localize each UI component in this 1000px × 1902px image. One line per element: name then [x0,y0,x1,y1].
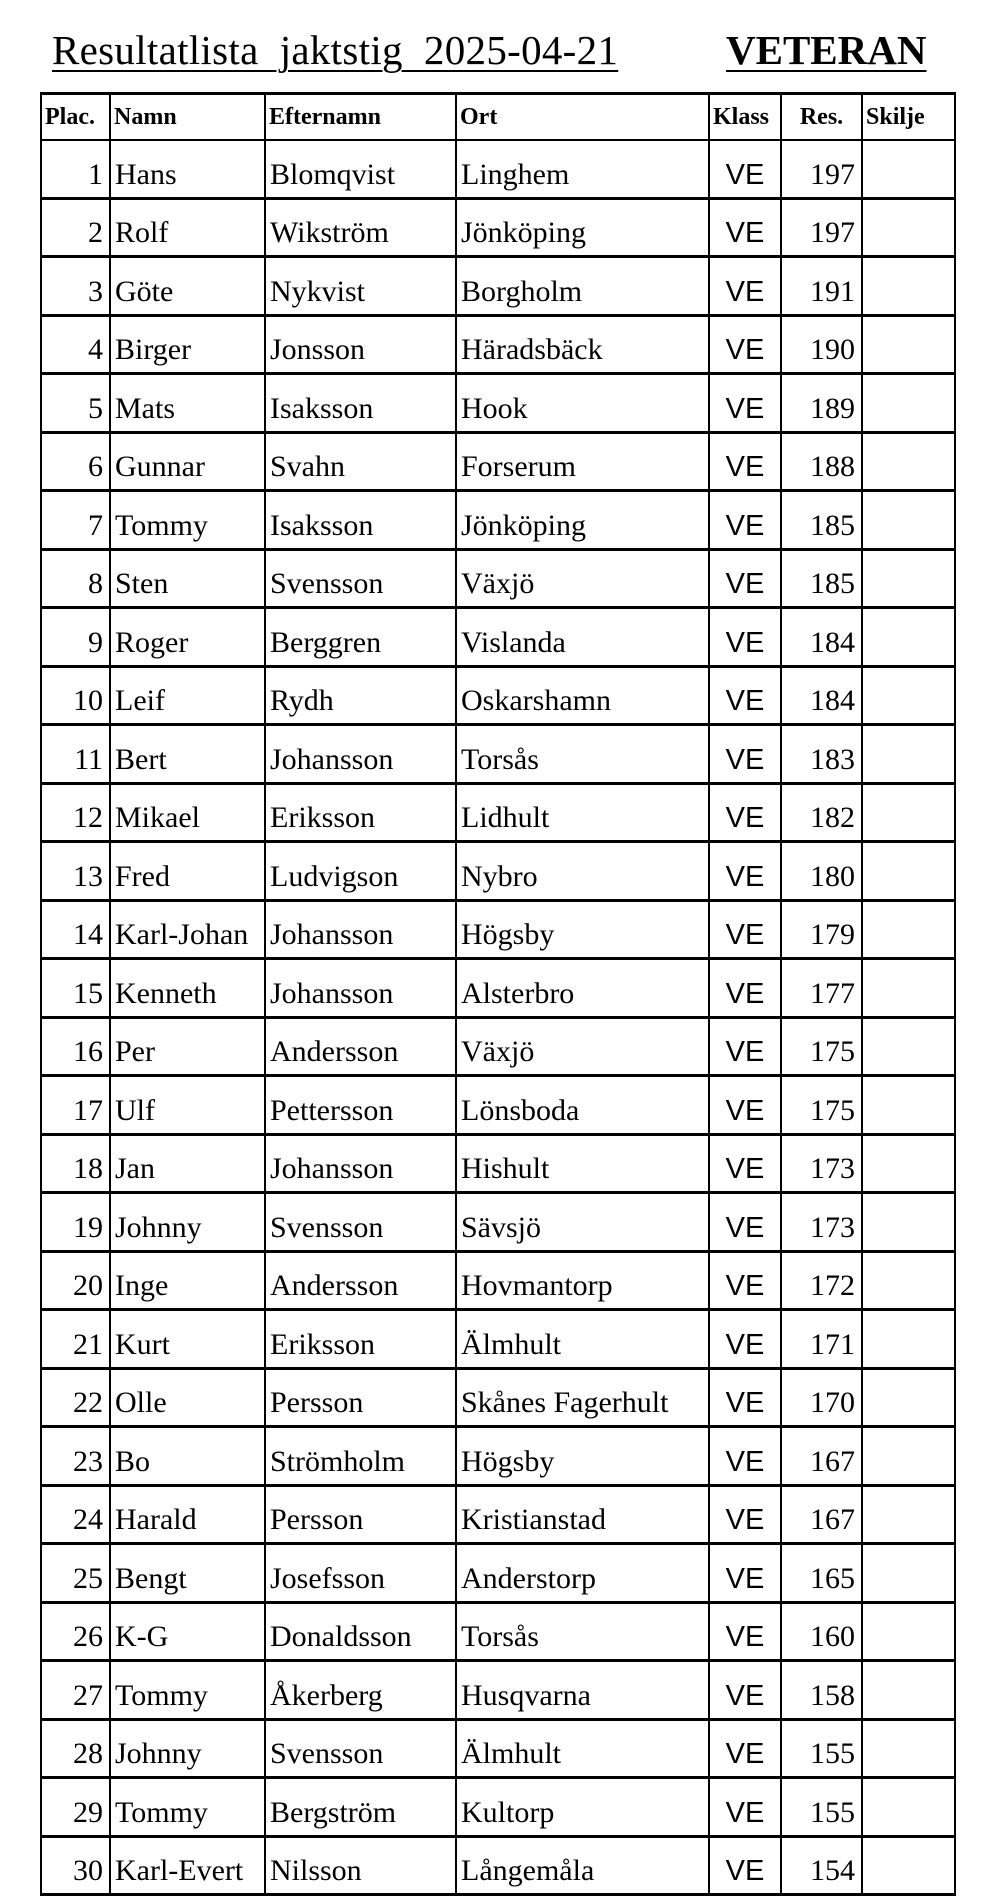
column-header-res: Res. [781,94,862,141]
cell-klass: VE [709,666,781,725]
cell-res: 165 [781,1544,862,1603]
cell-klass: VE [709,1017,781,1076]
cell-efternamn: Svensson [265,1719,456,1778]
cell-ort: Lönsboda [456,1076,709,1135]
cell-skilje [862,783,955,842]
cell-klass: VE [709,1836,781,1895]
cell-namn: Johnny [110,1719,265,1778]
cell-klass: VE [709,1310,781,1369]
cell-ort: Oskarshamn [456,666,709,725]
cell-namn: Göte [110,257,265,316]
cell-namn: Fred [110,842,265,901]
cell-res: 179 [781,900,862,959]
cell-res: 182 [781,783,862,842]
cell-namn: Ulf [110,1076,265,1135]
cell-namn: Mats [110,374,265,433]
column-header-skilje: Skilje [862,94,955,141]
cell-namn: Sten [110,549,265,608]
cell-namn: Leif [110,666,265,725]
cell-klass: VE [709,725,781,784]
cell-namn: Bo [110,1427,265,1486]
cell-plac: 22 [41,1368,110,1427]
cell-namn: Tommy [110,1661,265,1720]
table-row [41,549,955,608]
class-title: VETERAN [726,27,927,73]
cell-ort: Husqvarna [456,1661,709,1720]
cell-klass: VE [709,1368,781,1427]
cell-namn: Olle [110,1368,265,1427]
table-row [41,1251,955,1310]
cell-namn: Bert [110,725,265,784]
cell-ort: Anderstorp [456,1544,709,1603]
cell-efternamn: Johansson [265,900,456,959]
cell-ort: Sävsjö [456,1193,709,1252]
table-row [41,1310,955,1369]
cell-ort: Jönköping [456,491,709,550]
cell-namn: K-G [110,1602,265,1661]
column-header-namn: Namn [110,94,265,141]
table-row [41,1017,955,1076]
cell-efternamn: Jonsson [265,315,456,374]
cell-res: 185 [781,549,862,608]
cell-plac: 17 [41,1076,110,1135]
cell-klass: VE [709,432,781,491]
results-table [40,92,956,1896]
cell-res: 155 [781,1719,862,1778]
table-row [41,1485,955,1544]
cell-klass: VE [709,959,781,1018]
cell-ort: Vislanda [456,608,709,667]
cell-ort: Torsås [456,1602,709,1661]
cell-res: 183 [781,725,862,784]
cell-skilje [862,1193,955,1252]
cell-ort: Högsby [456,900,709,959]
cell-res: 197 [781,198,862,257]
cell-skilje [862,374,955,433]
cell-plac: 11 [41,725,110,784]
cell-skilje [862,1076,955,1135]
cell-namn: Harald [110,1485,265,1544]
cell-res: 160 [781,1602,862,1661]
cell-namn: Karl-Johan [110,900,265,959]
cell-plac: 24 [41,1485,110,1544]
column-header-klass: Klass [709,94,781,141]
cell-res: 180 [781,842,862,901]
table-row [41,257,955,316]
cell-res: 155 [781,1778,862,1837]
cell-klass: VE [709,491,781,550]
results-table-header [41,94,955,141]
cell-klass: VE [709,842,781,901]
cell-ort: Långemåla [456,1836,709,1895]
cell-namn: Tommy [110,491,265,550]
cell-efternamn: Svensson [265,549,456,608]
cell-ort: Hook [456,374,709,433]
cell-res: 154 [781,1836,862,1895]
cell-res: 170 [781,1368,862,1427]
cell-plac: 26 [41,1602,110,1661]
cell-klass: VE [709,1251,781,1310]
table-row [41,1719,955,1778]
cell-klass: VE [709,900,781,959]
cell-ort: Kultorp [456,1778,709,1837]
cell-skilje [862,725,955,784]
cell-klass: VE [709,1544,781,1603]
results-table-body [41,140,955,1895]
cell-ort: Jönköping [456,198,709,257]
cell-ort: Alsterbro [456,959,709,1018]
cell-ort: Skånes Fagerhult [456,1368,709,1427]
cell-skilje [862,1017,955,1076]
cell-namn: Birger [110,315,265,374]
cell-plac: 12 [41,783,110,842]
cell-res: 171 [781,1310,862,1369]
cell-namn: Mikael [110,783,265,842]
cell-plac: 16 [41,1017,110,1076]
cell-namn: Per [110,1017,265,1076]
cell-skilje [862,1310,955,1369]
cell-klass: VE [709,1134,781,1193]
cell-plac: 6 [41,432,110,491]
cell-klass: VE [709,374,781,433]
cell-klass: VE [709,1076,781,1135]
cell-plac: 9 [41,608,110,667]
cell-plac: 29 [41,1778,110,1837]
cell-klass: VE [709,1485,781,1544]
cell-res: 158 [781,1661,862,1720]
cell-efternamn: Nykvist [265,257,456,316]
cell-namn: Bengt [110,1544,265,1603]
cell-skilje [862,140,955,198]
cell-skilje [862,491,955,550]
cell-efternamn: Pettersson [265,1076,456,1135]
cell-ort: Linghem [456,140,709,198]
cell-efternamn: Persson [265,1368,456,1427]
cell-res: 173 [781,1193,862,1252]
table-row [41,140,955,198]
table-row [41,1836,955,1895]
cell-res: 188 [781,432,862,491]
cell-skilje [862,1427,955,1486]
cell-efternamn: Andersson [265,1251,456,1310]
cell-efternamn: Johansson [265,725,456,784]
page-title: Resultatlista jaktstig 2025-04-21 [52,27,619,73]
cell-namn: Kenneth [110,959,265,1018]
cell-efternamn: Strömholm [265,1427,456,1486]
cell-plac: 10 [41,666,110,725]
cell-namn: Roger [110,608,265,667]
cell-plac: 25 [41,1544,110,1603]
cell-res: 172 [781,1251,862,1310]
cell-skilje [862,1836,955,1895]
table-row [41,608,955,667]
cell-namn: Jan [110,1134,265,1193]
table-row [41,432,955,491]
table-row [41,374,955,433]
table-row [41,1544,955,1603]
table-row [41,900,955,959]
cell-klass: VE [709,1602,781,1661]
column-header-plac: Plac. [41,94,110,141]
cell-plac: 8 [41,549,110,608]
cell-klass: VE [709,549,781,608]
cell-efternamn: Blomqvist [265,140,456,198]
cell-efternamn: Åkerberg [265,1661,456,1720]
cell-plac: 14 [41,900,110,959]
table-row [41,959,955,1018]
table-row [41,1661,955,1720]
cell-plac: 27 [41,1661,110,1720]
cell-skilje [862,1485,955,1544]
cell-klass: VE [709,315,781,374]
cell-skilje [862,549,955,608]
cell-plac: 30 [41,1836,110,1895]
cell-klass: VE [709,140,781,198]
cell-plac: 21 [41,1310,110,1369]
cell-ort: Växjö [456,1017,709,1076]
cell-res: 167 [781,1427,862,1486]
cell-namn: Johnny [110,1193,265,1252]
table-row [41,1193,955,1252]
cell-efternamn: Isaksson [265,374,456,433]
cell-skilje [862,900,955,959]
table-row [41,315,955,374]
cell-ort: Hovmantorp [456,1251,709,1310]
cell-klass: VE [709,608,781,667]
cell-res: 184 [781,608,862,667]
cell-klass: VE [709,1661,781,1720]
cell-efternamn: Nilsson [265,1836,456,1895]
cell-skilje [862,1544,955,1603]
table-row [41,725,955,784]
table-row [41,842,955,901]
cell-skilje [862,1368,955,1427]
cell-ort: Nybro [456,842,709,901]
cell-plac: 2 [41,198,110,257]
cell-klass: VE [709,257,781,316]
table-row [41,198,955,257]
cell-plac: 20 [41,1251,110,1310]
cell-plac: 3 [41,257,110,316]
cell-klass: VE [709,1778,781,1837]
cell-namn: Inge [110,1251,265,1310]
cell-efternamn: Persson [265,1485,456,1544]
cell-efternamn: Eriksson [265,1310,456,1369]
cell-skilje [862,959,955,1018]
cell-plac: 19 [41,1193,110,1252]
cell-skilje [862,666,955,725]
cell-efternamn: Bergström [265,1778,456,1837]
cell-plac: 4 [41,315,110,374]
cell-efternamn: Johansson [265,1134,456,1193]
cell-res: 184 [781,666,862,725]
table-row [41,1368,955,1427]
cell-res: 167 [781,1485,862,1544]
cell-efternamn: Donaldsson [265,1602,456,1661]
cell-klass: VE [709,1427,781,1486]
column-header-ort: Ort [456,94,709,141]
cell-plac: 15 [41,959,110,1018]
cell-ort: Växjö [456,549,709,608]
cell-ort: Forserum [456,432,709,491]
header-row [41,94,955,141]
cell-res: 191 [781,257,862,316]
cell-res: 175 [781,1076,862,1135]
cell-plac: 13 [41,842,110,901]
cell-skilje [862,608,955,667]
cell-ort: Borgholm [456,257,709,316]
table-row [41,666,955,725]
cell-efternamn: Svahn [265,432,456,491]
cell-plac: 23 [41,1427,110,1486]
cell-res: 189 [781,374,862,433]
cell-skilje [862,198,955,257]
cell-plac: 7 [41,491,110,550]
table-row [41,783,955,842]
cell-ort: Häradsbäck [456,315,709,374]
cell-skilje [862,1602,955,1661]
cell-efternamn: Eriksson [265,783,456,842]
cell-res: 175 [781,1017,862,1076]
cell-klass: VE [709,783,781,842]
cell-res: 185 [781,491,862,550]
table-row [41,1134,955,1193]
cell-skilje [862,315,955,374]
cell-ort: Kristianstad [456,1485,709,1544]
table-row [41,1427,955,1486]
table-row [41,491,955,550]
cell-ort: Torsås [456,725,709,784]
cell-klass: VE [709,1193,781,1252]
page-header [52,26,952,82]
cell-namn: Rolf [110,198,265,257]
table-row [41,1076,955,1135]
table-row [41,1602,955,1661]
cell-namn: Kurt [110,1310,265,1369]
cell-skilje [862,842,955,901]
cell-res: 177 [781,959,862,1018]
cell-plac: 18 [41,1134,110,1193]
cell-skilje [862,1134,955,1193]
cell-ort: Högsby [456,1427,709,1486]
cell-plac: 5 [41,374,110,433]
cell-klass: VE [709,198,781,257]
cell-ort: Lidhult [456,783,709,842]
cell-skilje [862,1661,955,1720]
cell-efternamn: Josefsson [265,1544,456,1603]
cell-namn: Karl-Evert [110,1836,265,1895]
cell-efternamn: Ludvigson [265,842,456,901]
cell-res: 173 [781,1134,862,1193]
cell-efternamn: Rydh [265,666,456,725]
cell-namn: Tommy [110,1778,265,1837]
cell-ort: Hishult [456,1134,709,1193]
cell-namn: Hans [110,140,265,198]
cell-skilje [862,1778,955,1837]
cell-efternamn: Isaksson [265,491,456,550]
cell-plac: 1 [41,140,110,198]
table-row [41,1778,955,1837]
cell-ort: Älmhult [456,1719,709,1778]
cell-plac: 28 [41,1719,110,1778]
cell-efternamn: Wikström [265,198,456,257]
cell-klass: VE [709,1719,781,1778]
cell-efternamn: Berggren [265,608,456,667]
cell-res: 197 [781,140,862,198]
cell-skilje [862,1719,955,1778]
cell-skilje [862,1251,955,1310]
cell-namn: Gunnar [110,432,265,491]
cell-res: 190 [781,315,862,374]
cell-skilje [862,257,955,316]
column-header-efternamn: Efternamn [265,94,456,141]
cell-efternamn: Svensson [265,1193,456,1252]
cell-ort: Älmhult [456,1310,709,1369]
cell-skilje [862,432,955,491]
cell-efternamn: Andersson [265,1017,456,1076]
cell-efternamn: Johansson [265,959,456,1018]
